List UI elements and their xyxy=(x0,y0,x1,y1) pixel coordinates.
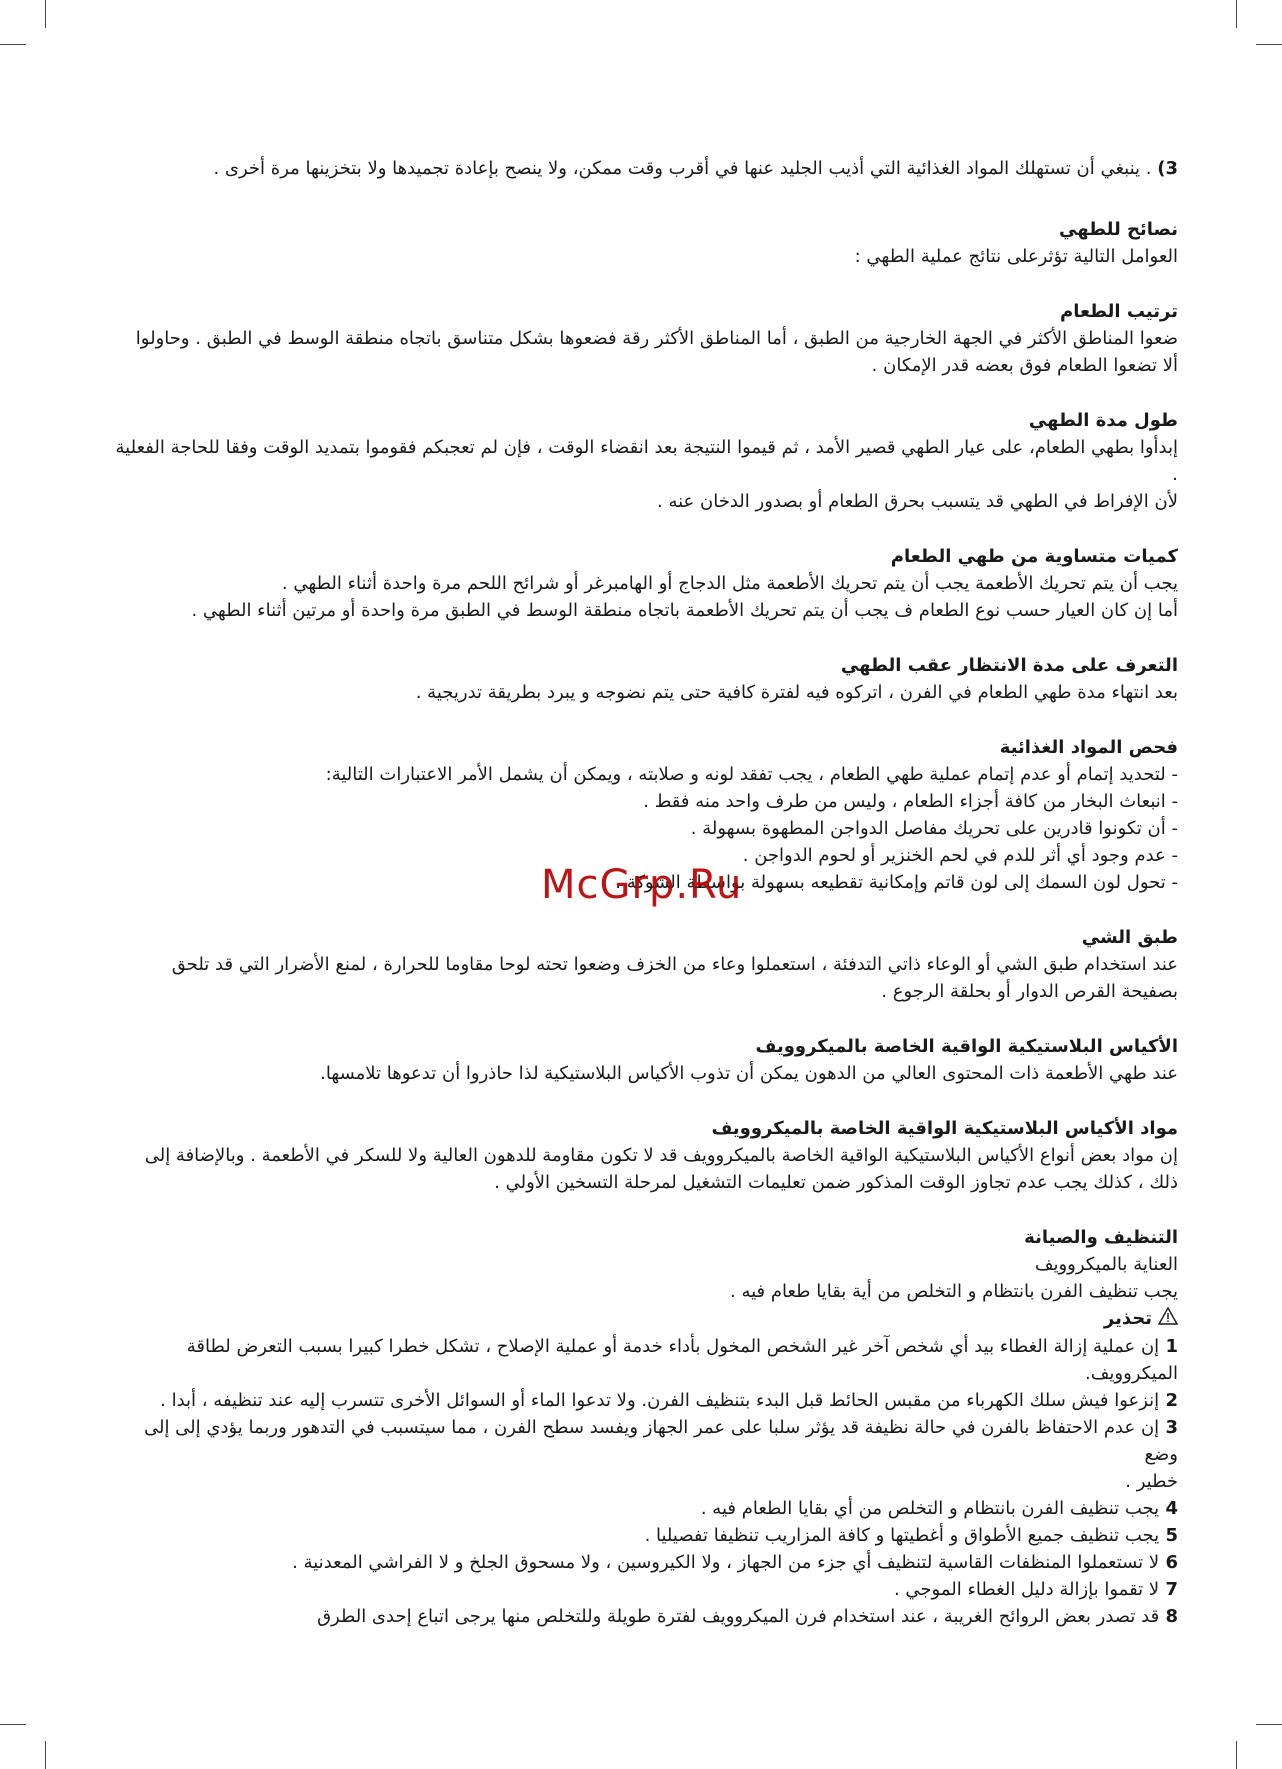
item-text: إن عملية إزالة الغطاء بيد أي شخص آخر غير الشخص المخول بأداء خدمة أو عملية الإصلاح ، تشكل خطرا كبيرا بسبب التعرض لطاقة xyxy=(186,1335,1160,1357)
section-heading: مواد الأكياس البلاستيكية الواقية الخاصة بالميكروويف xyxy=(711,1118,1178,1139)
item-number: 7 xyxy=(1159,1578,1178,1600)
body-line: العناية بالميكروويف xyxy=(1034,1254,1178,1275)
list-item: - تحول لون السمك إلى لون قاتم وإمكانية تقطيعه بسهولة بواسطة الشوكة . xyxy=(615,872,1178,893)
item-text: قد تصدر بعض الروائح الغريبة ، عند استخدام فرن الميكروويف لفترة طويلة وللتخلص منها يرجى اتباع إحدى الطرق xyxy=(317,1605,1160,1627)
item-text: لا تستعملوا المنظفات القاسية لتنظيف أي جزء من الجهاز ، ولا الكيروسين ، ولا مسحوق الجلخ و لا الفراشي المعدنية . xyxy=(292,1551,1160,1573)
section-heading: التنظيف والصيانة xyxy=(1024,1227,1178,1248)
section-heading: طول مدة الطهي xyxy=(1028,410,1178,431)
section-equal-cooking xyxy=(110,543,1178,624)
watermark-text: McGrp.Ru xyxy=(541,862,743,908)
list-item: - لتحديد إتمام أو عدم إتمام عملية طهي الطعام ، يجب تفقد لونه و صلابته ، ويمكن أن يشمل الأمر الاعتبارات التالية: xyxy=(325,764,1178,785)
body-line: ذلك ، كذلك يجب عدم تجاوز الوقت المذكور ضمن تعليمات التشغيل لمرحلة التسخين الأولي . xyxy=(494,1172,1178,1193)
item-number: 1 xyxy=(1159,1335,1178,1357)
section-waiting xyxy=(110,652,1178,706)
body-line: إبدأوا بطهي الطعام، على عيار الطهي قصير الأمد ، ثم قيموا النتيجة بعد انقضاء الوقت ، فإن لم تعجبكم فقوموا بتمديد الوقت وفقا للحاجة الفعلية . xyxy=(115,437,1178,485)
body-line: لأن الإفراط في الطهي قد يتسبب بحرق الطعام أو بصدور الدخان عنه . xyxy=(657,491,1178,512)
section-bag-materials xyxy=(110,1115,1178,1196)
section-arrangement xyxy=(110,298,1178,379)
section-heading: الأكياس البلاستيكية الواقية الخاصة بالميكروويف xyxy=(755,1036,1178,1057)
numbered-item xyxy=(110,1576,1178,1603)
section-heading: طبق الشي xyxy=(1081,927,1178,948)
item-number: 2 xyxy=(1159,1389,1178,1411)
item-text: إن عدم الاحتفاظ بالفرن في حالة نظيفة قد يؤثر سلبا على عمر الجهاز ويفسد سطح الفرن ، مما سيتسبب في التدهور وربما يؤدي إلى إلى وضع xyxy=(143,1416,1178,1465)
section-heading: فحص المواد الغذائية xyxy=(999,737,1178,758)
body-line: بصفيحة القرص الدوار أو بحلقة الرجوع . xyxy=(881,981,1178,1002)
warning-row xyxy=(110,1305,1178,1333)
crop-mark xyxy=(1256,1724,1282,1725)
crop-mark xyxy=(0,1724,26,1725)
list-item: - عدم وجود أي أثر للدم في لحم الخنزير أو لحوم الدواجن . xyxy=(742,845,1178,866)
intro-number: 3) xyxy=(1157,158,1178,179)
warning-label: تحذير xyxy=(1103,1308,1152,1329)
crop-mark xyxy=(1256,44,1282,45)
numbered-item xyxy=(110,1603,1178,1630)
item-number: 4 xyxy=(1159,1497,1178,1519)
item-text: إنزعوا فيش سلك الكهرباء من مقبس الحائط قبل البدء بتنظيف الفرن. ولا تدعوا الماء أو السوائل الأخرى تتسرب إليه عند تنظيفه ، أبدا . xyxy=(160,1389,1160,1411)
item-continuation: الميكروويف. xyxy=(1085,1362,1178,1384)
section-duration xyxy=(110,407,1178,515)
cleaning-list xyxy=(110,1333,1178,1630)
crop-mark xyxy=(45,0,46,28)
item-text: لا تقموا بإزالة دليل الغطاء الموجي . xyxy=(893,1578,1160,1600)
item-number: 8 xyxy=(1159,1605,1178,1627)
body-line: يجب تنظيف الفرن بانتظام و التخلص من أية بقايا طعام فيه . xyxy=(730,1281,1178,1302)
warning-triangle-icon xyxy=(1158,1306,1178,1333)
item-number: 5 xyxy=(1159,1524,1178,1546)
list-item: - انبعاث البخار من كافة أجزاء الطعام ، وليس من طرف واحد منه فقط . xyxy=(643,791,1178,812)
numbered-item xyxy=(110,1387,1178,1414)
section-browning-dish xyxy=(110,924,1178,1005)
intro-paragraph xyxy=(110,155,1178,182)
body-line: يجب أن يتم تحريك الأطعمة يجب أن يتم تحريك الأطعمة مثل الدجاج أو الهامبرغر أو شرائح اللحم مرة واحدة أثناء الطهي . xyxy=(281,573,1178,594)
section-cleaning xyxy=(110,1224,1178,1630)
section-heading: ترتيب الطعام xyxy=(1060,301,1178,322)
item-text: يجب تنظيف الفرن بانتظام و التخلص من أي بقايا الطعام فيه . xyxy=(700,1497,1160,1519)
item-text: يجب تنظيف جميع الأطواق و أغطيتها و كافة المزاريب تنظيفا تفصيليا . xyxy=(644,1524,1160,1546)
list-item: - أن تكونوا قادرين على تحريك مفاصل الدواجن المطهوة بسهولة . xyxy=(690,818,1178,839)
body-line: بعد انتهاء مدة طهي الطعام في الفرن ، اتركوه فيه لفترة كافية حتى يتم نضوجه و يبرد بطريقة تدريجية . xyxy=(415,682,1178,703)
crop-mark xyxy=(1236,0,1237,28)
body-line: عند طهي الأطعمة ذات المحتوى العالي من الدهون يمكن أن تذوب الأكياس البلاستيكية لذا حاذروا أن تدعوها تلامسها. xyxy=(320,1063,1178,1084)
item-number: 3 xyxy=(1159,1416,1178,1438)
numbered-item xyxy=(110,1549,1178,1576)
numbered-item xyxy=(110,1495,1178,1522)
crop-mark xyxy=(0,44,26,45)
intro-text: . ينبغي أن تستهلك المواد الغذائية التي أذيب الجليد عنها في أقرب وقت ممكن، ولا ينصح بإعادة تجميدها ولا بتخزينها مرة أخرى . xyxy=(213,158,1152,179)
crop-mark xyxy=(45,1741,46,1769)
body-line: ألا تضعوا الطعام فوق بعضه قدر الإمكان . xyxy=(871,355,1178,376)
section-heading: كميات متساوية من طهي الطعام xyxy=(890,546,1178,567)
numbered-item xyxy=(110,1522,1178,1549)
numbered-item xyxy=(110,1333,1178,1360)
body-line: عند استخدام طبق الشي أو الوعاء ذاتي التدفئة ، استعملوا وعاء من الخزف وضعوا تحته لوحا مقاوما للحرارة ، لمنع الأضرار التي قد تلحق xyxy=(171,954,1178,975)
section-heading: التعرف على مدة الانتظار عقب الطهي xyxy=(840,655,1178,676)
body-line: إن مواد بعض أنواع الأكياس البلاستيكية الواقية الخاصة بالميكروويف قد لا تكون مقاومة للدهون العالية ولا للسكر في الأطعمة . وبالإضافة إلى xyxy=(144,1145,1178,1166)
section-tips xyxy=(110,216,1178,270)
body-line: العوامل التالية تؤثرعلى نتائج عملية الطهي : xyxy=(854,246,1178,267)
section-heading: نصائح للطهي xyxy=(1059,219,1178,240)
item-continuation: خطير . xyxy=(1125,1470,1178,1492)
body-line: ضعوا المناطق الأكثر في الجهة الخارجية من الطبق ، أما المناطق الأكثر رقة فضعوها بشكل متناسق باتجاه منطقة الوسط في الطبق . وحاولوا xyxy=(135,328,1178,349)
item-number: 6 xyxy=(1159,1551,1178,1573)
section-plastic-bags xyxy=(110,1033,1178,1087)
body-line: أما إن كان العيار حسب نوع الطعام ف يجب أن يتم تحريك الأطعمة باتجاه منطقة الوسط في الطبق مرة واحدة أو مرتين أثناء الطهي . xyxy=(191,600,1178,621)
numbered-item xyxy=(110,1414,1178,1468)
crop-mark xyxy=(1236,1741,1237,1769)
